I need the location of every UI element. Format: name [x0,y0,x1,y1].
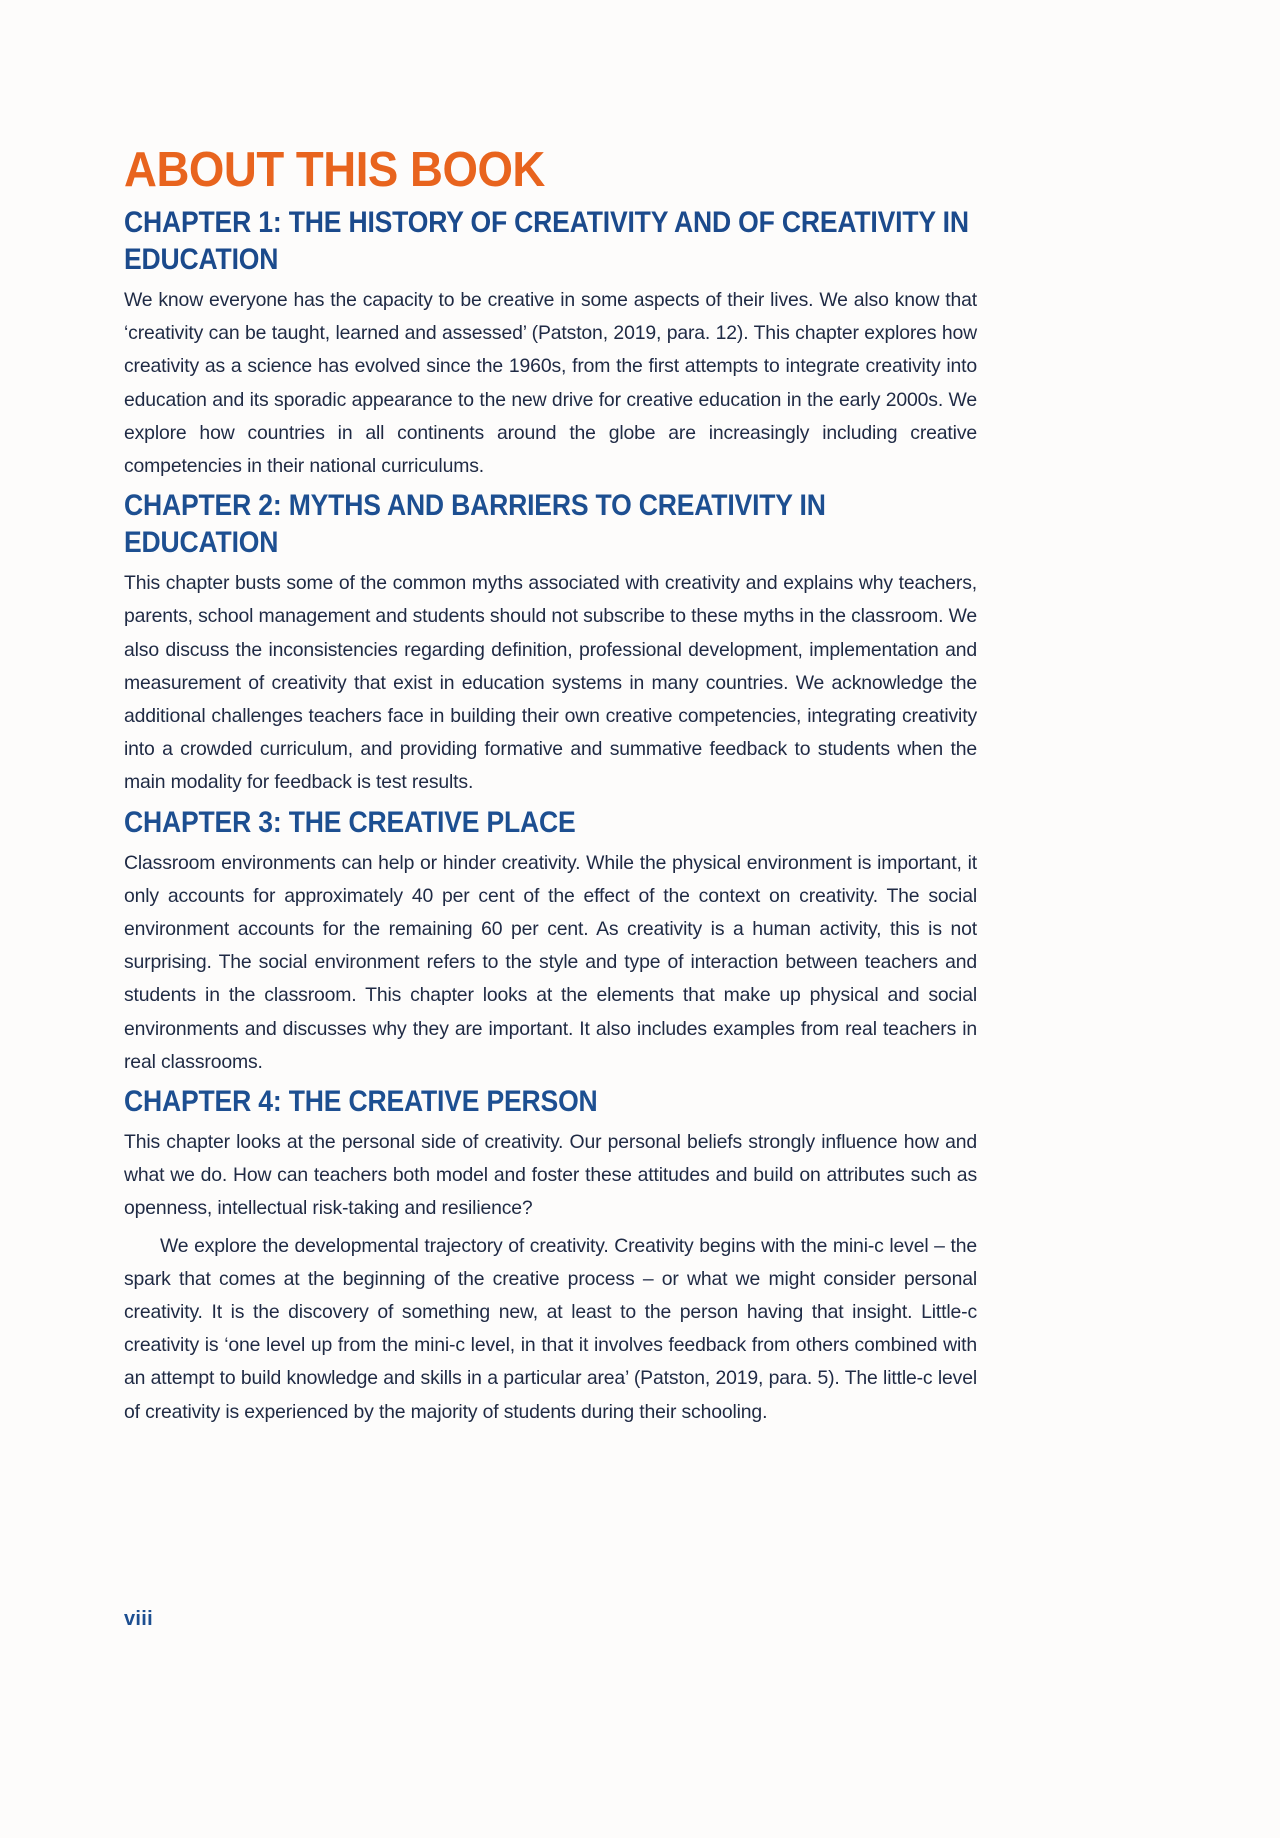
page-content [124,142,977,1429]
chapter-paragraph-1-1: We know everyone has the capacity to be creative in some aspects of their lives. We also know that ‘creativity can be taught, learned and assessed’ (Patston, 2019, para. 12). This chapter explores how creativity as a science has evolved since the 1960s, from the first attempts to integrate creativity into education and its sporadic appearance to the new drive for creative education in the early 2000s. We explore how countries in all continents around the globe are increasingly including creative competencies in their national curriculums. [124,289,977,478]
chapter-paragraph-3-1: Classroom environments can help or hinder creativity. While the physical environment is important, it only accounts for approximately 40 per cent of the effect of the context on creativity. The social environment accounts for the remaining 60 per cent. As creativity is a human activity, this is not surprising. The social environment refers to the style and type of interaction between teachers and students in the classroom. This chapter looks at the elements that make up physical and social environments and discusses why they are important. It also includes examples from real teachers in real classrooms. [124,851,977,1073]
chapter-heading-1: CHAPTER 1: THE HISTORY OF CREATIVITY AND OF CREATIVITY IN EDUCATION [124,206,969,276]
page-title: ABOUT THIS BOOK [124,143,545,197]
chapter-paragraph-4-1: This chapter looks at the personal side of creativity. Our personal beliefs strongly influence how and what we do. How can teachers both model and foster these attitudes and build on attributes such as openness, intellectual risk-taking and resilience? [124,1131,977,1220]
chapter-paragraph-4-2: We explore the developmental trajectory of creativity. Creativity begins with the mini-c level – the spark that comes at the beginning of the creative process – or what we might consider personal creativity. It is the discovery of something new, at least to the person having that insight. Little-c creativity is ‘one level up from the mini-c level, in that it involves feedback from others combined with an attempt to build knowledge and skills in a particular area’ (Patston, 2019, para. 5). The little-c level of creativity is experienced by the majority of students during their schooling. [124,1234,977,1423]
page-number: viii [124,1608,153,1630]
chapter-heading-4: CHAPTER 4: THE CREATIVE PERSON [124,1085,598,1119]
chapter-paragraph-2-1: This chapter busts some of the common myths associated with creativity and explains why teachers, parents, school management and students should not subscribe to these myths in the classroom. We also discuss the inconsistencies regarding definition, professional development, implementation and measurement of creativity that exist in education systems in many countries. We acknowledge the additional challenges teachers face in building their own creative competencies, integrating creativity into a crowded curriculum, and providing formative and summative feedback to students when the main modality for feedback is test results. [124,572,977,794]
chapter-heading-3: CHAPTER 3: THE CREATIVE PLACE [124,805,576,839]
chapter-heading-2: CHAPTER 2: MYTHS AND BARRIERS TO CREATIVITY IN EDUCATION [124,489,826,560]
